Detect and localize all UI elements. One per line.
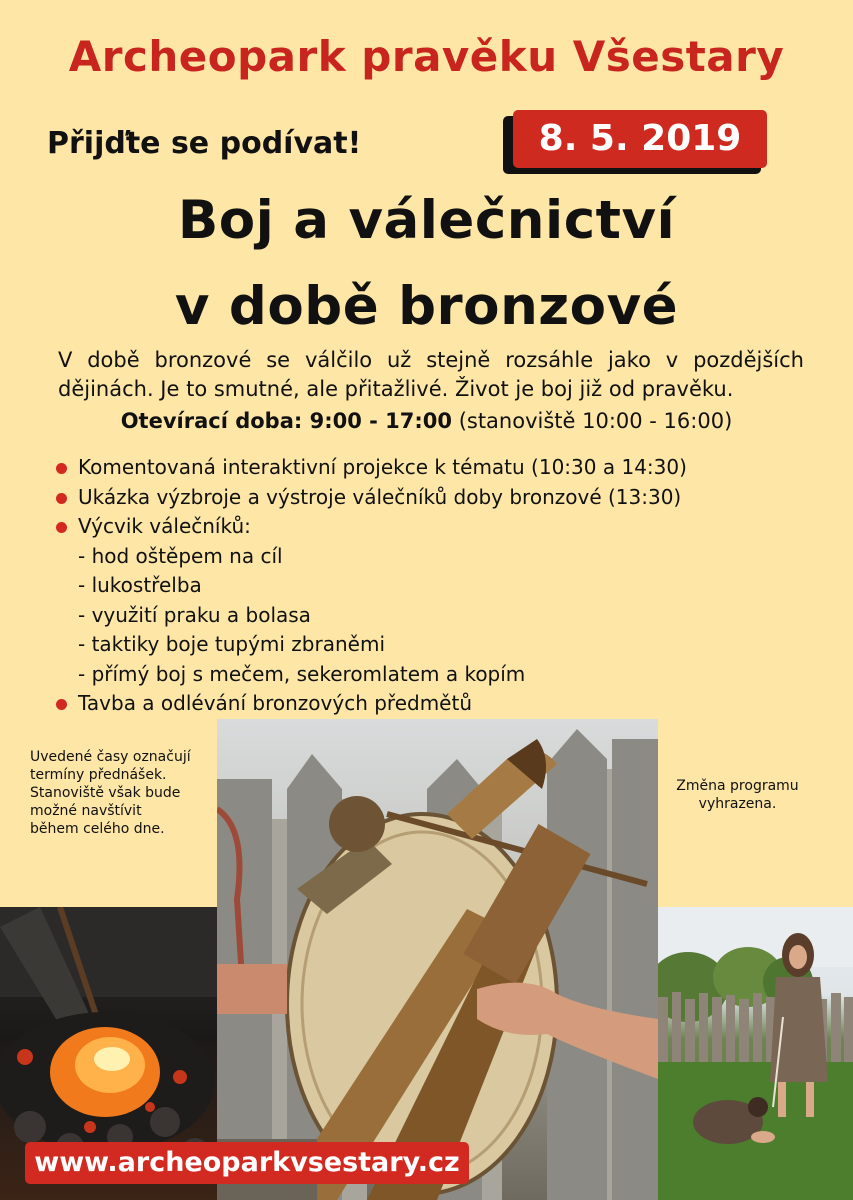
- note-line: termíny přednášek.: [30, 767, 167, 783]
- program-item-training: Výcvik válečníků:: [78, 514, 251, 538]
- training-direct-combat: - přímý boj s mečem, sekeromlatem a kopím: [78, 661, 526, 686]
- list-item: [56, 512, 687, 542]
- note-line: Uvedené časy označují: [30, 749, 191, 765]
- training-javelin: - hod oštěpem na cíl: [78, 543, 283, 568]
- training-item: [56, 542, 687, 572]
- opening-hours: [0, 409, 853, 433]
- stations-hours: (stanoviště 10:00 - 16:00): [458, 409, 733, 433]
- program-change-note: [650, 777, 825, 813]
- list-item: [56, 689, 687, 719]
- opening-hours-label: Otevírací doba: 9:00 - 17:00: [120, 409, 452, 433]
- training-item: [56, 571, 687, 601]
- training-sling: - využití praku a bolasa: [78, 602, 311, 627]
- program-item-casting: Tavba a odlévání bronzových předmětů: [78, 691, 473, 715]
- training-item: [56, 601, 687, 631]
- note-line: během celého dne.: [30, 821, 165, 837]
- training-blunt-weapons: - taktiky boje tupými zbraněmi: [78, 632, 386, 656]
- note-line: Stanoviště však bude: [30, 785, 181, 801]
- training-archery: - lukostřelba: [78, 573, 202, 597]
- date-badge: 8. 5. 2019: [513, 110, 767, 168]
- training-item: [56, 660, 687, 690]
- bullet-icon: [56, 493, 67, 504]
- event-title-line-2: v době bronzové: [174, 276, 679, 337]
- program-item-projection: Komentovaná interaktivní projekce k tématu (10:30 a 14:30): [78, 455, 687, 479]
- schedule-note: [30, 748, 200, 838]
- program-list: [56, 453, 687, 719]
- event-title-line-1: Boj a válečnictví: [177, 190, 676, 251]
- note-line: Změna programu: [676, 778, 799, 794]
- intro-text: V době bronzové se válčilo už stejně rozsáhle jako v pozdějších dějinách. Je to smutné, ale přitažlivé. Život je boj již od pravěku.: [58, 348, 804, 401]
- note-line: vyhrazena.: [698, 796, 777, 812]
- note-line: možné navštívit: [30, 803, 142, 819]
- website-link[interactable]: www.archeoparkvsestary.cz: [25, 1142, 469, 1184]
- training-item: [56, 630, 687, 660]
- weapons-illustration: [217, 719, 658, 1200]
- program-item-equipment: Ukázka výzbroje a výstroje válečníků doby bronzové (13:30): [78, 484, 682, 509]
- page-title: Archeopark pravěku Všestary: [68, 32, 785, 81]
- warriors-photo: [658, 907, 853, 1200]
- invitation-subtitle: Přijďte se podívat!: [47, 126, 362, 161]
- warriors-illustration: [658, 907, 853, 1200]
- bullet-icon: [56, 699, 67, 710]
- bullet-icon: [56, 522, 67, 533]
- intro-paragraph: [58, 346, 804, 404]
- list-item: [56, 453, 687, 483]
- list-item: [56, 483, 687, 513]
- weapons-photo: [217, 719, 658, 1200]
- bullet-icon: [56, 463, 67, 474]
